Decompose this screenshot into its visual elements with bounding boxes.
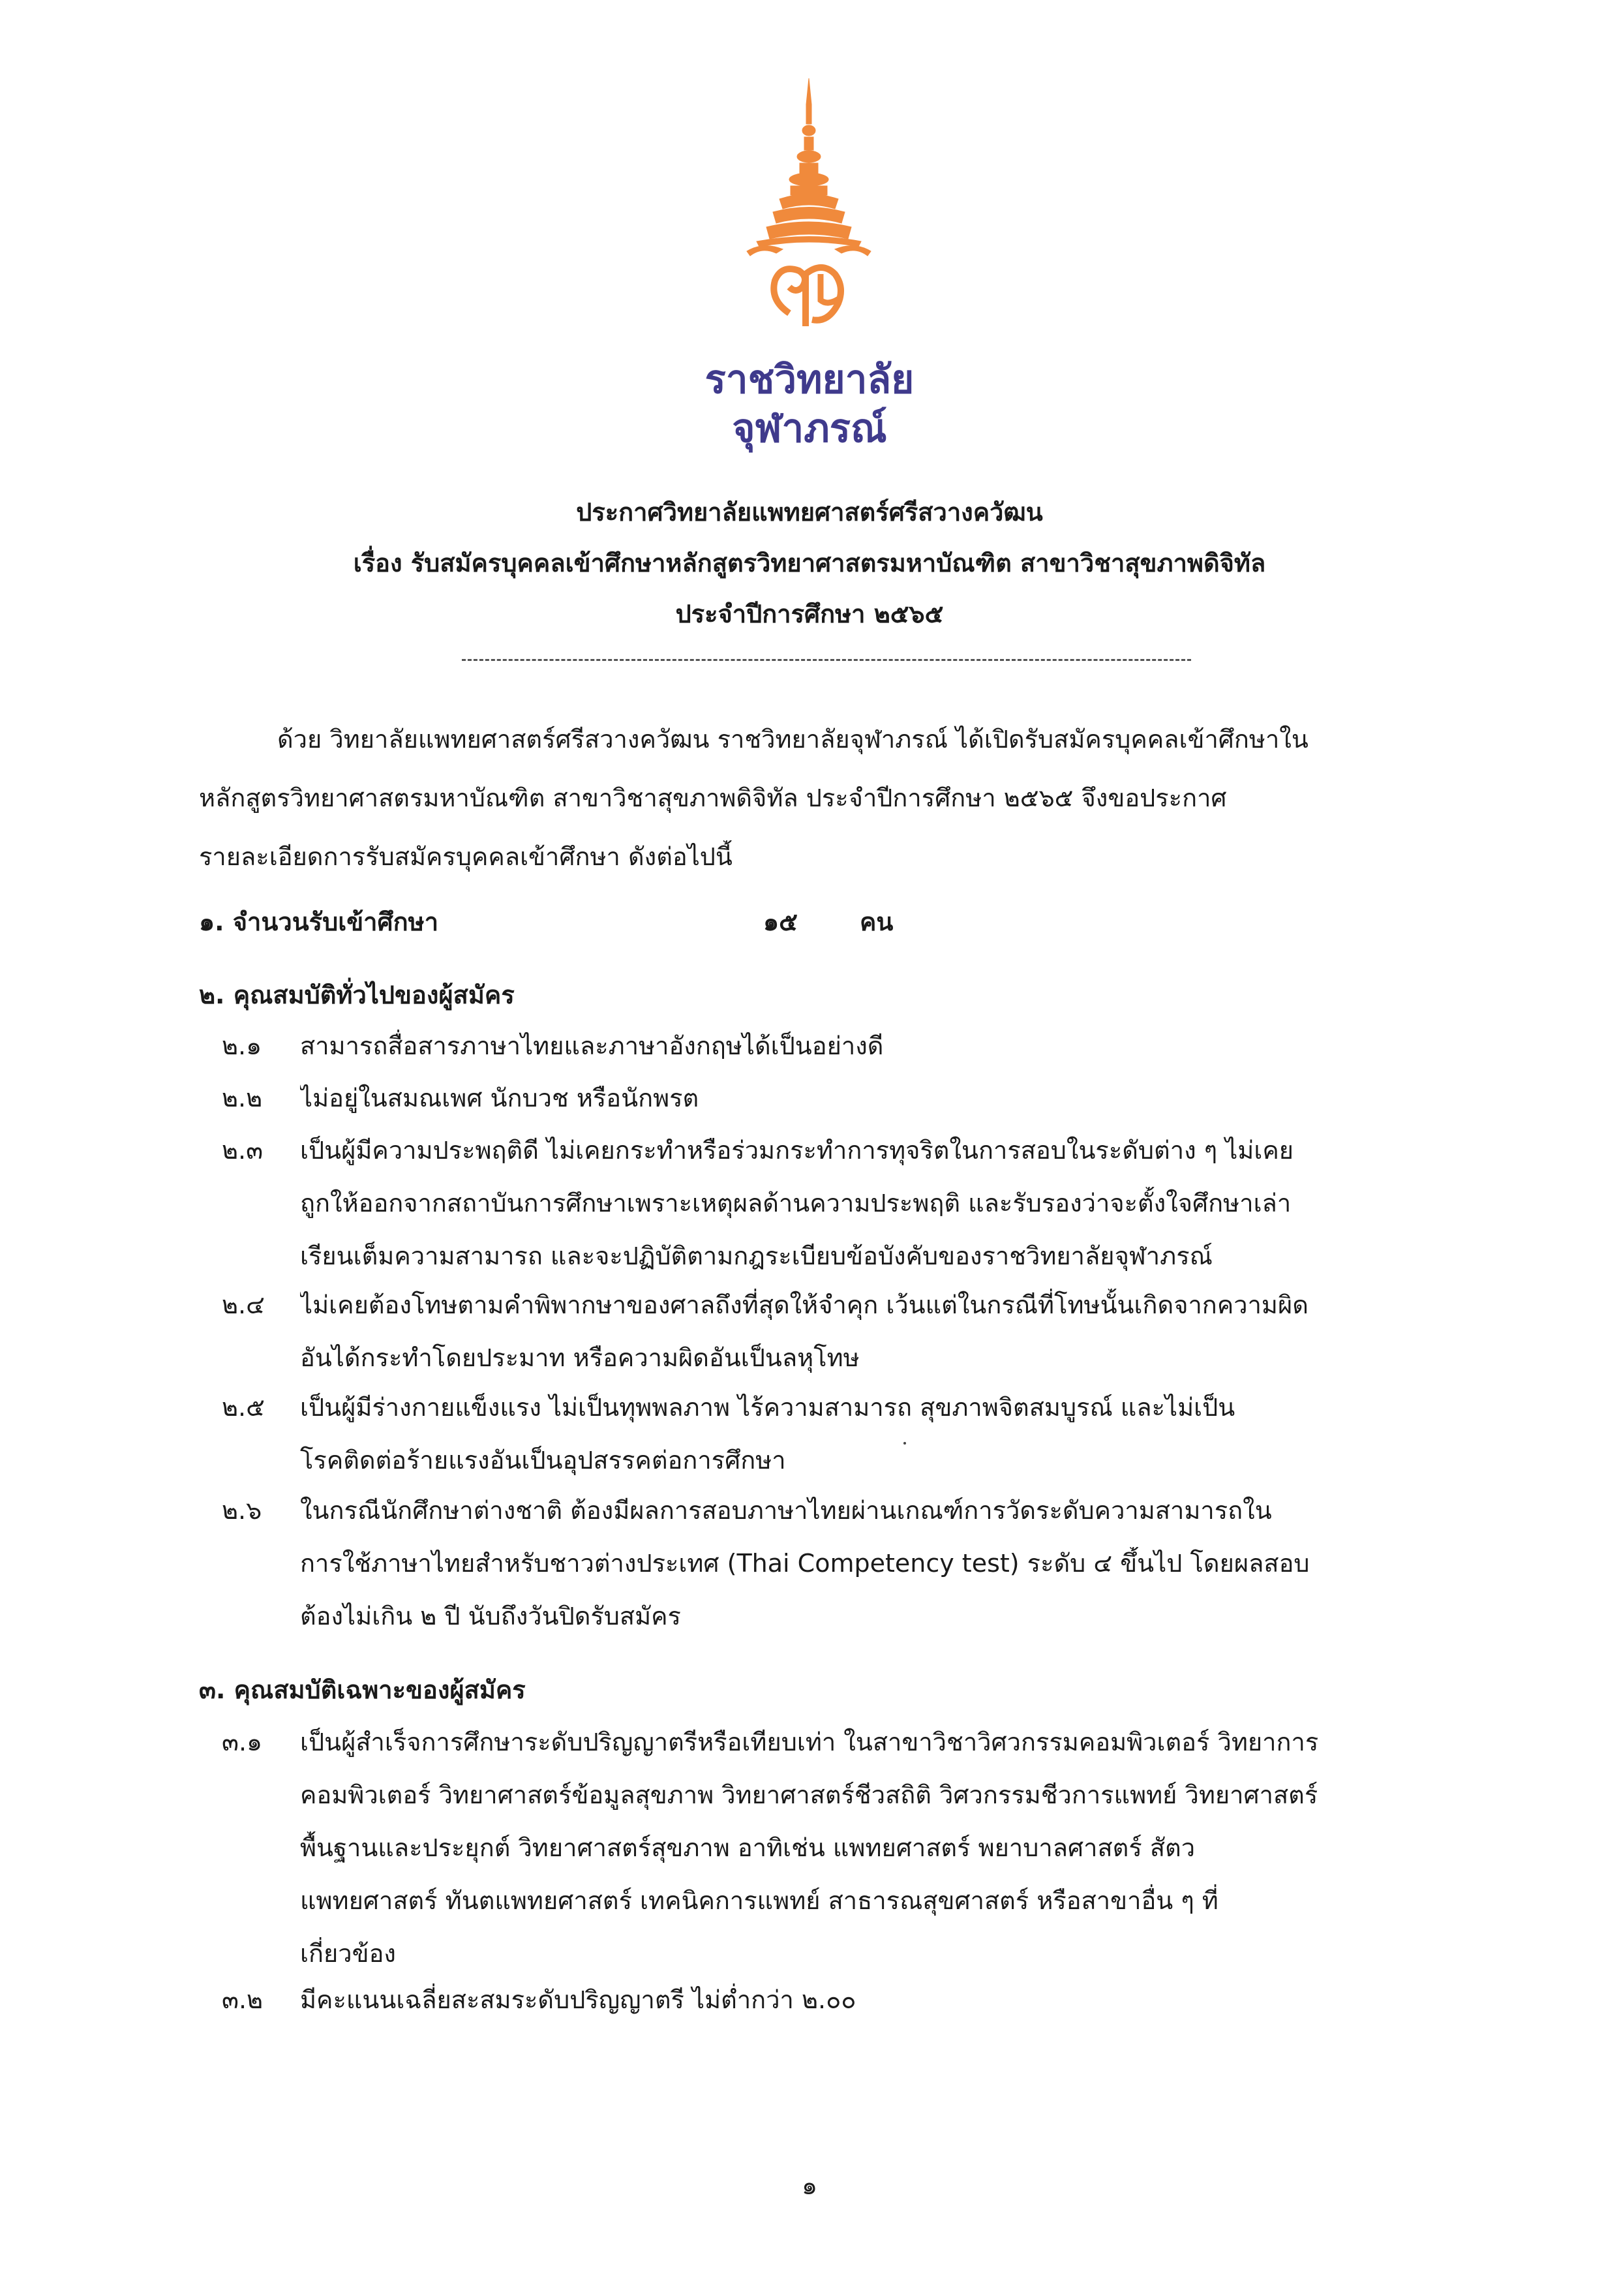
section3-title: ๓. คุณสมบัติเฉพาะของผู้สมัคร [199, 1676, 526, 1704]
academic-year: ประจำปีการศึกษา ๒๕๖๕ [675, 600, 944, 628]
intro-line: ด้วย วิทยาลัยแพทยศาสตร์ศรีสวางควัฒน ราชวิทยาลัยจุฬาภรณ์ ได้เปิดรับสมัครบุคคลเข้าศึกษาใน [277, 725, 1309, 754]
item-number: ๒.๑ [222, 1032, 262, 1060]
announcement-title: ประกาศวิทยาลัยแพทยศาสตร์ศรีสวางควัฒน [576, 498, 1043, 527]
royal-crown-emblem-icon [744, 78, 874, 339]
intro-paragraph [199, 723, 1419, 873]
announcement-subject: เรื่อง รับสมัครบุคคลเข้าศึกษาหลักสูตรวิทยาศาสตรมหาบัณฑิต สาขาวิชาสุขภาพดิจิทัล [353, 549, 1266, 577]
item-text: เป็นผู้สำเร็จการศึกษาระดับปริญญาตรีหรือเทียบเท่า ในสาขาวิชาวิศวกรรมคอมพิวเตอร์ วิทยาการ [300, 1728, 1319, 1756]
item-number: ๒.๔ [222, 1291, 265, 1319]
item-text: ไม่เคยต้องโทษตามคำพิพากษาของศาลถึงที่สุดให้จำคุก เว้นแต่ในกรณีที่โทษนั้นเกิดจากความผิด [300, 1291, 1309, 1319]
item-text: เป็นผู้มีความประพฤติดี ไม่เคยกระทำหรือร่วมกระทำการทุจริตในการสอบในระดับต่าง ๆ ไม่เคย [300, 1136, 1294, 1165]
page-number: ๑ [801, 2171, 818, 2200]
item-number: ๓.๒ [222, 1985, 264, 2014]
intro-line: รายละเอียดการรับสมัครบุคคลเข้าศึกษา ดังต่อไปนี้ [199, 842, 733, 871]
section1-title: ๑. จำนวนรับเข้าศึกษา [199, 908, 439, 936]
dashed-divider [462, 659, 1191, 661]
item-text: คอมพิวเตอร์ วิทยาศาสตร์ข้อมูลสุขภาพ วิทยาศาสตร์ชีวสถิติ วิศวกรรมชีวการแพทย์ วิทยาศาสตร์ [300, 1781, 1318, 1809]
logo-text-line1: ราชวิทยาลัย [704, 357, 915, 403]
item-text: ต้องไม่เกิน ๒ ปี นับถึงวันปิดรับสมัคร [300, 1602, 681, 1630]
item-text: เกี่ยวข้อง [300, 1939, 396, 1968]
item-text: เป็นผู้มีร่างกายแข็งแรง ไม่เป็นทุพพลภาพ ไร้ความสามารถ สุขภาพจิตสมบูรณ์ และไม่เป็น [300, 1393, 1235, 1422]
item-text: อันได้กระทำโดยประมาท หรือความผิดอันเป็นลหุโทษ [300, 1343, 860, 1372]
item-text: ไม่อยู่ในสมณเพศ นักบวช หรือนักพรต [300, 1084, 699, 1112]
item-text: การใช้ภาษาไทยสำหรับชาวต่างประเทศ (Thai Competency test) ระดับ ๔ ขึ้นไป โดยผลสอบ [300, 1549, 1310, 1578]
item-number: ๒.๕ [222, 1393, 265, 1422]
section2-title: ๒. คุณสมบัติทั่วไปของผู้สมัคร [199, 981, 515, 1009]
logo [0, 78, 1619, 450]
stray-mark [903, 1442, 906, 1445]
item-text: เรียนเต็มความสามารถ และจะปฏิบัติตามกฎระเบียบข้อบังคับของราชวิทยาลัยจุฬาภรณ์ [300, 1242, 1213, 1270]
item-number: ๒.๖ [222, 1496, 262, 1525]
item-text: ในกรณีนักศึกษาต่างชาติ ต้องมีผลการสอบภาษาไทยผ่านเกณฑ์การวัดระดับความสามารถใน [300, 1496, 1272, 1525]
item-text: พื้นฐานและประยุกต์ วิทยาศาสตร์สุขภาพ อาทิเช่น แพทยศาสตร์ พยาบาลศาสตร์ สัตว [300, 1833, 1196, 1862]
admission-count: ๑๕ [763, 908, 798, 936]
admission-unit: คน [860, 908, 894, 936]
intro-line: หลักสูตรวิทยาศาสตรมหาบัณฑิต สาขาวิชาสุขภาพดิจิทัล ประจำปีการศึกษา ๒๕๖๕ จึงขอประกาศ [199, 784, 1227, 812]
item-text: มีคะแนนเฉลี่ยสะสมระดับปริญญาตรี ไม่ต่ำกว่า ๒.๐๐ [300, 1985, 856, 2014]
item-number: ๒.๒ [222, 1084, 263, 1112]
item-text: โรคติดต่อร้ายแรงอันเป็นอุปสรรคต่อการศึกษา [300, 1446, 786, 1475]
item-number: ๓.๑ [222, 1728, 263, 1756]
logo-text-line2: จุฬาภรณ์ [732, 406, 887, 452]
item-text: แพทยศาสตร์ ทันตแพทยศาสตร์ เทคนิคการแพทย์ สาธารณสุขศาสตร์ หรือสาขาอื่น ๆ ที่ [300, 1886, 1218, 1915]
item-number: ๒.๓ [222, 1136, 264, 1165]
item-text: สามารถสื่อสารภาษาไทยและภาษาอังกฤษได้เป็นอย่างดี [300, 1032, 884, 1060]
item-text: ถูกให้ออกจากสถาบันการศึกษาเพราะเหตุผลด้านความประพฤติ และรับรองว่าจะตั้งใจศึกษาเล่า [300, 1189, 1292, 1217]
